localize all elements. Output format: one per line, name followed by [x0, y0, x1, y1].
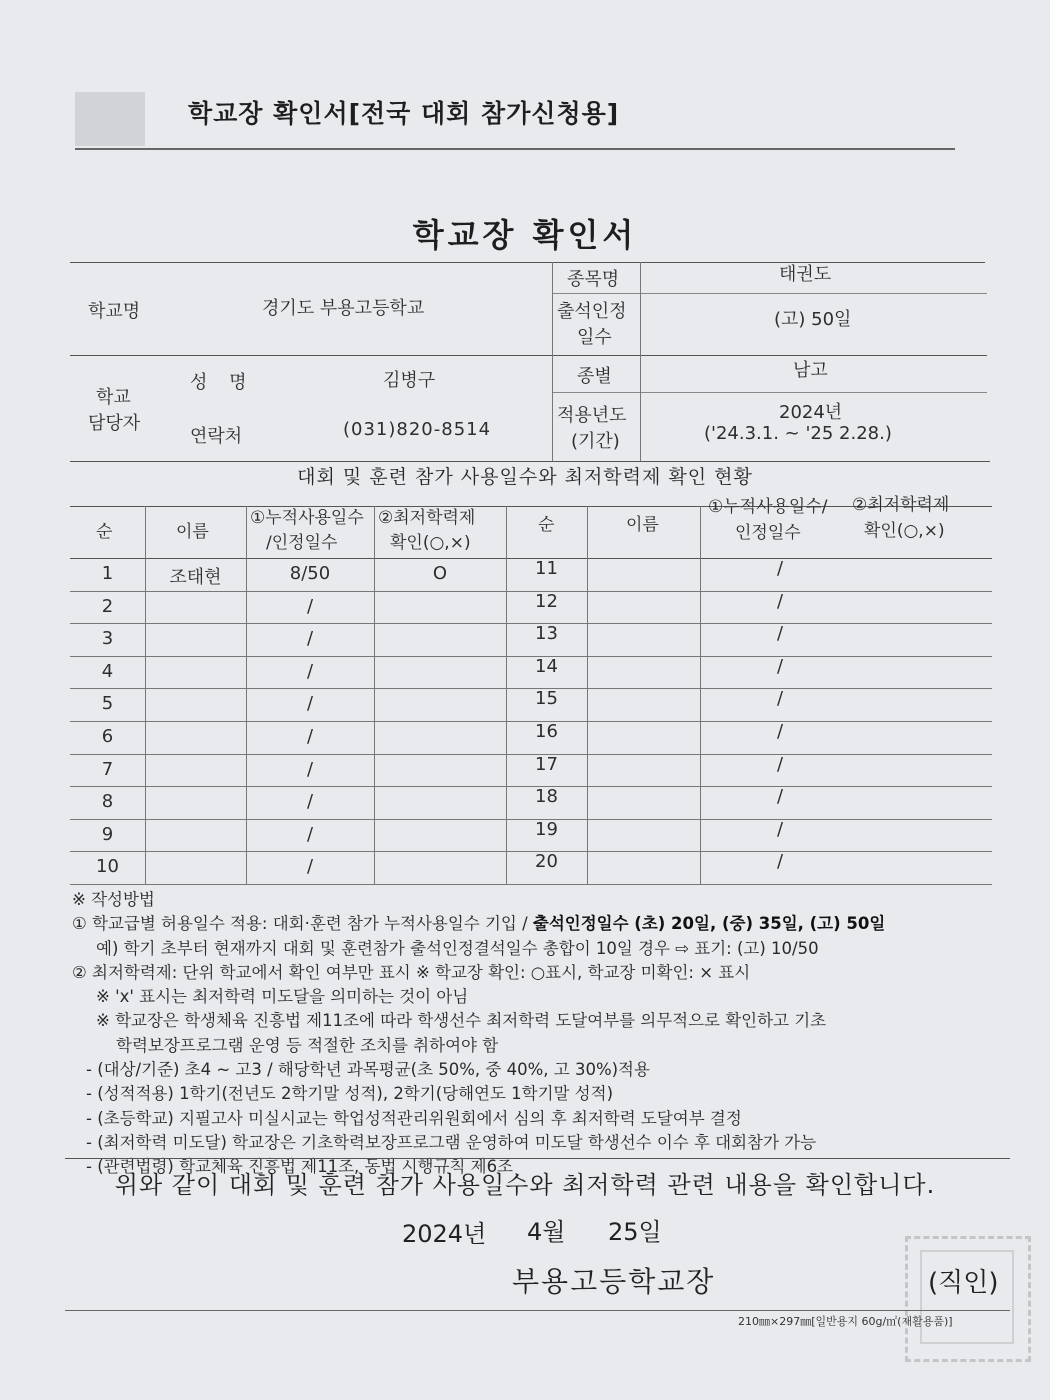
note-1-bold: 출석인정일수 (초) 20일, (중) 35일, (고) 50일: [532, 914, 886, 934]
divider: [640, 262, 641, 461]
note-1-example: 예) 학기 초부터 현재까지 대회 및 훈련참가 출석인정결석일수 총합이 10일 경우 ⇨ 표기: (고) 10/50: [96, 938, 819, 958]
table-cell-days: /: [306, 824, 314, 845]
confirmation-text: 위와 같이 대회 및 훈련 참가 사용일수와 최저학력 관련 내용을 확인합니다.: [114, 1171, 936, 1199]
instructions: [72, 888, 1012, 1180]
table-cell-days: /: [306, 693, 314, 714]
col-header-days-right: ①누적사용일수/: [708, 497, 828, 517]
table-cell-no: 14: [535, 656, 558, 677]
table-cell-no: 17: [535, 754, 558, 775]
table-cell-days: /: [306, 628, 314, 649]
attend-value: (고) 50일: [774, 309, 852, 330]
note-2: ② 최저학력제: 단위 학교에서 확인 여부만 표시 ※ 학교장 확인: ○표시, 학교장 미확인: × 표시: [72, 962, 751, 982]
note-2-sub1: ※ 'x' 표시는 최저학력 미도달을 의미하는 것이 아님: [96, 987, 469, 1007]
table-cell-days: /: [776, 623, 784, 644]
col-header-name: 이름: [176, 522, 209, 542]
col-header-min-right: ②최저학력제: [852, 495, 950, 515]
table-cell-days: /: [306, 661, 314, 682]
table-cell-days: /: [776, 754, 784, 775]
table-cell-no: 6: [101, 726, 114, 747]
header-shade: [75, 92, 145, 146]
year-label: 적용년도: [557, 405, 627, 426]
table-cell-no: 3: [101, 628, 114, 649]
table-cell-name: 조태현: [169, 567, 222, 588]
table-cell-days: /: [306, 791, 314, 812]
note-1-text: ① 학교급별 허용일수 적용: 대회·훈련 참가 누적사용일수 기입 /: [72, 914, 533, 934]
table-cell-days: /: [776, 786, 784, 807]
table-cell-no: 15: [535, 688, 558, 709]
table-cell-no: 13: [535, 623, 558, 644]
divider: [552, 262, 553, 461]
table-cell-days: /: [306, 856, 314, 877]
page-title: 학교장 확인서: [412, 216, 638, 254]
table-cell-no: 8: [101, 791, 114, 812]
table-cell-no: 2: [101, 596, 114, 617]
gender-value: 남고: [793, 360, 828, 381]
divider: [65, 1158, 1010, 1159]
table-cell-no: 4: [101, 661, 114, 682]
table-cell-no: 18: [535, 786, 558, 807]
table-cell-days: /: [776, 656, 784, 677]
col-header-min-2: 확인(○,×): [390, 533, 471, 553]
table-col-line: [587, 506, 588, 884]
divider: [70, 355, 987, 356]
note-detail-4: - (최저학력 미도달) 학교장은 기초학력보장프로그램 운영하여 미도달 학생선수 이수 후 대회참가 가능: [86, 1132, 817, 1152]
table-cell-no: 1: [101, 563, 114, 584]
header-underline: [75, 148, 955, 150]
col-header-min-right-2: 확인(○,×): [864, 521, 945, 541]
attend-label: 출석인정: [557, 301, 627, 322]
school-name-value: 경기도 부용고등학교: [262, 298, 425, 319]
col-header-no: 순: [96, 522, 113, 542]
name-label: 성 명: [190, 372, 255, 393]
date-day: 25일: [608, 1218, 662, 1246]
note-detail-2: - (성적적용) 1학기(전년도 2학기말 성적), 2학기(당해연도 1학기말 성적): [86, 1084, 614, 1104]
sport-value: 태권도: [779, 264, 832, 285]
seal-label: (직인): [928, 1268, 999, 1298]
table-cell-days: /: [306, 596, 314, 617]
note-detail-5: - (관련법령) 학교체육 진흥법 제11조, 동법 시행규칙 제6조: [86, 1157, 513, 1177]
sport-label: 종목명: [567, 269, 620, 290]
note-2-sub2: ※ 학교장은 학생체육 진흥법 제11조에 따라 학생선수 최저학력 도달여부를 의무적으로 확인하고 기초: [96, 1011, 827, 1031]
principal-name: 부용고등학교장: [512, 1265, 716, 1298]
table-cell-no: 10: [96, 856, 119, 877]
note-1: [72, 912, 1012, 936]
date-year: 2024년: [402, 1220, 487, 1248]
col-header-min: ②최저학력제: [378, 508, 476, 528]
col-header-days-right-2: 인정일수: [735, 523, 801, 543]
col-header-name-right: 이름: [626, 515, 659, 535]
school-name-label: 학교명: [88, 301, 141, 322]
table-row-line: [70, 884, 992, 885]
section-title: 대회 및 훈련 참가 사용일수와 최저학력제 확인 현황: [297, 466, 753, 488]
table-cell-no: 12: [535, 591, 558, 612]
table-cell-days: /: [776, 591, 784, 612]
table-cell-days: /: [776, 688, 784, 709]
divider: [552, 392, 987, 393]
table-cell-no: 16: [535, 721, 558, 742]
manager-label-2: 담당자: [88, 413, 141, 434]
col-header-no-right: 순: [538, 515, 555, 535]
period-value: ('24.3.1. ~ '25 2.28.): [704, 423, 892, 444]
year-label-2: (기간): [571, 431, 620, 452]
document-header-title: 학교장 확인서[전국 대회 참가신청용]: [188, 99, 620, 128]
note-2-sub2b: 학력보장프로그램 운영 등 적절한 조치를 취하여야 함: [116, 1035, 499, 1055]
table-cell-days: /: [776, 851, 784, 872]
contact-value: (031)820-8514: [343, 419, 492, 440]
table-cell-no: 9: [101, 824, 114, 845]
table-cell-no: 19: [535, 819, 558, 840]
note-detail-3: - (초등학교) 지필고사 미실시교는 학업성적관리위원회에서 심의 후 최저학력 도달여부 결정: [86, 1108, 742, 1128]
contact-label: 연락처: [190, 426, 243, 447]
table-cell-days: /: [306, 726, 314, 747]
table-cell-no: 7: [101, 759, 114, 780]
table-cell-days: /: [776, 721, 784, 742]
divider: [70, 262, 985, 263]
manager-label: 학교: [96, 387, 131, 408]
table-cell-no: 5: [101, 693, 114, 714]
name-value: 김병구: [383, 370, 436, 391]
year-value: 2024년: [779, 402, 843, 423]
table-cell-days: /: [776, 558, 784, 579]
col-header-days-2: /인정일수: [266, 533, 338, 553]
table-cell-days: /: [306, 759, 314, 780]
date-month: 4월: [527, 1218, 566, 1246]
footer-line: [65, 1310, 1010, 1311]
col-header-days: ①누적사용일수: [250, 508, 364, 528]
table-cell-no: 20: [535, 851, 558, 872]
table-cell-check: O: [432, 563, 448, 584]
table-cell-days: /: [776, 819, 784, 840]
divider: [552, 293, 987, 294]
notes-heading: ※ 작성방법: [72, 890, 155, 909]
table-cell-days: 8/50: [289, 563, 331, 584]
gender-label: 종별: [577, 366, 612, 387]
paper-spec-footer: 210㎜×297㎜[일반용지 60g/㎡(재활용품)]: [738, 1315, 953, 1328]
note-detail-1: - (대상/기준) 초4 ~ 고3 / 해당학년 과목평균(초 50%, 중 40%, 고 30%)적용: [86, 1060, 650, 1080]
table-cell-no: 11: [535, 558, 558, 579]
attend-label-2: 일수: [577, 327, 612, 348]
